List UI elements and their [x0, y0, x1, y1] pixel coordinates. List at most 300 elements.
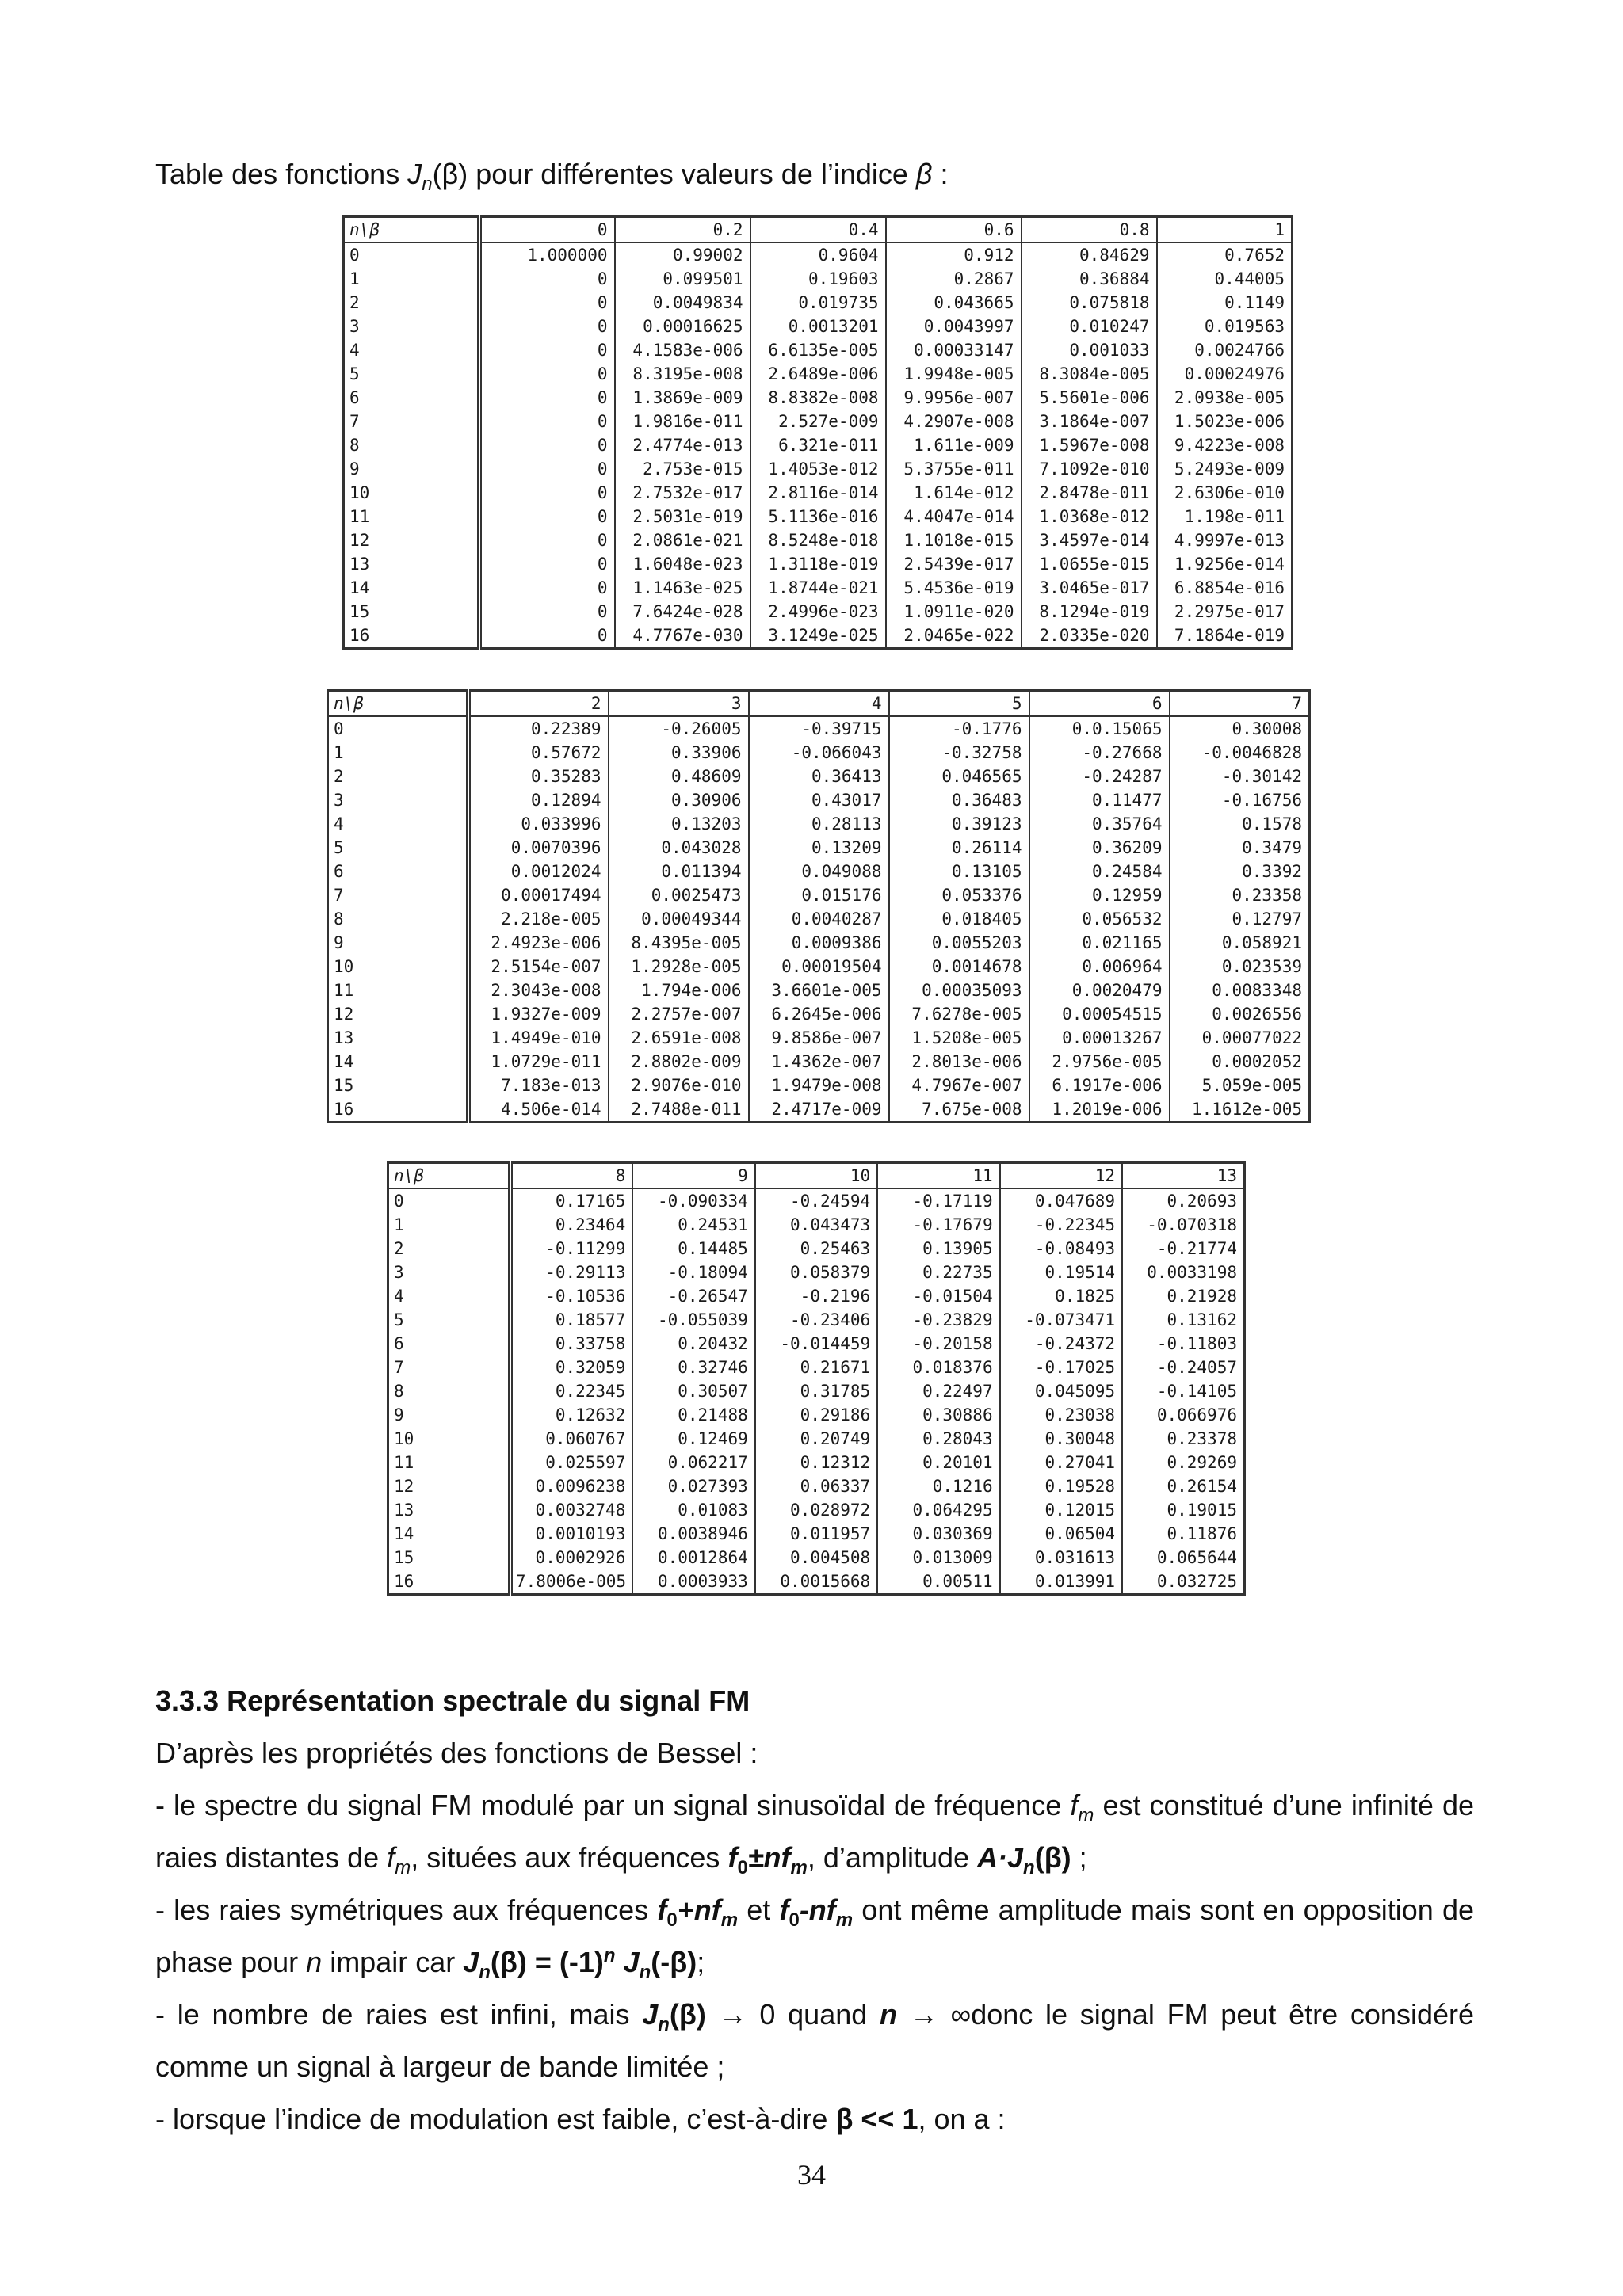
bessel-value-cell: 0	[479, 267, 615, 291]
bessel-value-cell: 2.753e-015	[615, 457, 750, 481]
bessel-value-cell: 0.23358	[1170, 883, 1310, 907]
bessel-value-cell: -0.22345	[1000, 1213, 1122, 1237]
bessel-value-cell: 0.0096238	[510, 1474, 632, 1498]
bessel-value-cell: 4.2907e-008	[886, 410, 1022, 433]
bessel-value-cell: 2.6591e-008	[609, 1026, 749, 1050]
paragraph-symmetry: - les raies symétriques aux fréquences $f_0+nf_m$ et $f_0-nf_m$ ont même amplitude mais sont en opposition de phase pour n impair car $J_n(\beta) = (-1)^n$ $J_n(-\beta)$;	[155, 1894, 1474, 1984]
table-row	[388, 1522, 1245, 1546]
bessel-value-cell: 1.2928e-005	[609, 955, 749, 978]
bessel-value-cell: -0.32758	[889, 741, 1029, 765]
row-index-n: 0	[328, 716, 468, 741]
table-row	[388, 1569, 1245, 1595]
bessel-value-cell: 0.01083	[632, 1498, 754, 1522]
bessel-value-cell: 6.6135e-005	[750, 338, 886, 362]
row-index-n: 1	[344, 267, 479, 291]
bessel-value-cell: 0.22345	[510, 1379, 632, 1403]
table-row	[344, 528, 1293, 552]
column-header-beta: 11	[877, 1163, 999, 1189]
bessel-value-cell: 1.3869e-009	[615, 386, 750, 410]
bessel-value-cell: 5.4536e-019	[886, 576, 1022, 600]
bessel-value-cell: 0.30906	[609, 788, 749, 812]
bessel-value-cell: 0.00511	[877, 1569, 999, 1595]
bessel-value-cell: 1.611e-009	[886, 433, 1022, 457]
bessel-value-cell: 5.1136e-016	[750, 505, 886, 528]
bessel-value-cell: 2.527e-009	[750, 410, 886, 433]
table-row	[344, 481, 1293, 505]
row-index-n: 4	[328, 812, 468, 836]
table-row	[344, 552, 1293, 576]
bessel-value-cell: 0.28043	[877, 1427, 999, 1451]
bessel-value-cell: 0.00016625	[615, 315, 750, 338]
bessel-value-cell: 2.5031e-019	[615, 505, 750, 528]
row-index-n: 13	[344, 552, 479, 576]
bessel-value-cell: 0.2867	[886, 267, 1022, 291]
column-header-beta: 0	[479, 217, 615, 243]
bessel-value-cell: 4.4047e-014	[886, 505, 1022, 528]
bessel-value-cell: 6.2645e-006	[749, 1002, 889, 1026]
bessel-value-cell: 2.4774e-013	[615, 433, 750, 457]
row-index-n: 0	[388, 1188, 510, 1213]
table-row	[328, 978, 1310, 1002]
bessel-value-cell: 0.00049344	[609, 907, 749, 931]
bessel-value-cell: 0.23378	[1122, 1427, 1244, 1451]
bessel-value-cell: 0.0014678	[889, 955, 1029, 978]
bessel-value-cell: 2.0465e-022	[886, 624, 1022, 649]
bessel-value-cell: 0.015176	[749, 883, 889, 907]
column-header-n-beta: n\β	[344, 217, 479, 243]
bessel-value-cell: 1.9327e-009	[468, 1002, 609, 1026]
bessel-value-cell: 0.12797	[1170, 907, 1310, 931]
bessel-value-cell: 1.4053e-012	[750, 457, 886, 481]
row-index-n: 12	[328, 1002, 468, 1026]
column-header-beta: 8	[510, 1163, 632, 1189]
table-row	[344, 242, 1293, 267]
bessel-value-cell: 0.20693	[1122, 1188, 1244, 1213]
column-header-beta: 9	[632, 1163, 754, 1189]
bessel-value-cell: 0.00013267	[1029, 1026, 1170, 1050]
bessel-value-cell: 0.23038	[1000, 1403, 1122, 1427]
bessel-value-cell: 0.48609	[609, 765, 749, 788]
bessel-value-cell: 1.9479e-008	[749, 1074, 889, 1097]
bessel-value-cell: 0.00077022	[1170, 1026, 1310, 1050]
bessel-value-cell: 1.9256e-014	[1157, 552, 1293, 576]
table-row	[344, 291, 1293, 315]
bessel-value-cell: 0.0020479	[1029, 978, 1170, 1002]
bessel-value-cell: 0.0012864	[632, 1546, 754, 1569]
bessel-value-cell: 0.11477	[1029, 788, 1170, 812]
column-header-beta: 0.8	[1022, 217, 1157, 243]
bessel-value-cell: 2.0335e-020	[1022, 624, 1157, 649]
bessel-value-cell: 2.5439e-017	[886, 552, 1022, 576]
bessel-value-cell: 2.0938e-005	[1157, 386, 1293, 410]
bessel-value-cell: 1.2019e-006	[1029, 1097, 1170, 1123]
row-index-n: 6	[328, 860, 468, 883]
bessel-value-cell: 0.056532	[1029, 907, 1170, 931]
bessel-value-cell: 0	[479, 576, 615, 600]
bessel-value-cell: 0.0.15065	[1029, 716, 1170, 741]
bessel-value-cell: 0.0038946	[632, 1522, 754, 1546]
bessel-value-cell: 8.3195e-008	[615, 362, 750, 386]
bessel-value-cell: 0.0025473	[609, 883, 749, 907]
bessel-value-cell: 1.4362e-007	[749, 1050, 889, 1074]
bessel-value-cell: -0.14105	[1122, 1379, 1244, 1403]
table-row	[388, 1403, 1245, 1427]
table-row	[328, 741, 1310, 765]
table-row	[328, 955, 1310, 978]
bessel-value-cell: 0.066976	[1122, 1403, 1244, 1427]
bessel-value-cell: 0.43017	[749, 788, 889, 812]
bessel-value-cell: 0.065644	[1122, 1546, 1244, 1569]
bessel-value-cell: 0.018376	[877, 1356, 999, 1379]
table-row	[328, 931, 1310, 955]
bessel-value-cell: 0.22735	[877, 1261, 999, 1284]
table-row	[328, 907, 1310, 931]
bessel-value-cell: 0.12469	[632, 1427, 754, 1451]
table-row	[344, 576, 1293, 600]
row-index-n: 13	[388, 1498, 510, 1522]
bessel-value-cell: 0	[479, 291, 615, 315]
paragraph-infinite: - le nombre de raies est infini, mais $J_n(\beta) \to 0$ quand n → ∞donc le signal FM peut être considéré comme un signal à largeur de bande limitée ;	[155, 1998, 1475, 2083]
bessel-value-cell: 0.84629	[1022, 242, 1157, 267]
table-row	[328, 860, 1310, 883]
bessel-value-cell: 0.30008	[1170, 716, 1310, 741]
bessel-value-cell: 0.35764	[1029, 812, 1170, 836]
bessel-value-cell: 0.21928	[1122, 1284, 1244, 1308]
bessel-value-cell: 0.00054515	[1029, 1002, 1170, 1026]
row-index-n: 5	[388, 1308, 510, 1332]
column-header-beta: 0.6	[886, 217, 1022, 243]
bessel-value-cell: 0.0026556	[1170, 1002, 1310, 1026]
bessel-value-cell: 0	[479, 457, 615, 481]
bessel-value-cell: 7.1092e-010	[1022, 457, 1157, 481]
row-index-n: 3	[328, 788, 468, 812]
row-index-n: 10	[328, 955, 468, 978]
bessel-value-cell: 0.12015	[1000, 1498, 1122, 1522]
table-row	[328, 716, 1310, 741]
bessel-value-cell: 0.060767	[510, 1427, 632, 1451]
bessel-value-cell: 1.4949e-010	[468, 1026, 609, 1050]
bessel-value-cell: 2.4717e-009	[749, 1097, 889, 1123]
bessel-value-cell: 3.1249e-025	[750, 624, 886, 649]
bessel-value-cell: 0.25463	[755, 1237, 877, 1261]
bessel-value-cell: -0.17025	[1000, 1356, 1122, 1379]
row-index-n: 9	[344, 457, 479, 481]
bessel-value-cell: 0.12894	[468, 788, 609, 812]
column-header-beta: 5	[889, 691, 1029, 717]
bessel-value-cell: 2.8802e-009	[609, 1050, 749, 1074]
row-index-n: 11	[344, 505, 479, 528]
table-row	[328, 1097, 1310, 1123]
bessel-value-cell: -0.090334	[632, 1188, 754, 1213]
table-row	[328, 1026, 1310, 1050]
bessel-value-cell: 7.8006e-005	[510, 1569, 632, 1595]
bessel-value-cell: 0	[479, 362, 615, 386]
bessel-value-cell: 0.13203	[609, 812, 749, 836]
bessel-value-cell: 0.0083348	[1170, 978, 1310, 1002]
bessel-value-cell: 3.0465e-017	[1022, 576, 1157, 600]
bessel-value-cell: 0.18577	[510, 1308, 632, 1332]
bessel-value-cell: 0.33758	[510, 1332, 632, 1356]
bessel-value-cell: 5.059e-005	[1170, 1074, 1310, 1097]
bessel-value-cell: -0.30142	[1170, 765, 1310, 788]
bessel-value-cell: 0.00033147	[886, 338, 1022, 362]
bessel-value-cell: 0.099501	[615, 267, 750, 291]
table-row	[344, 433, 1293, 457]
bessel-value-cell: 0.1578	[1170, 812, 1310, 836]
bessel-value-cell: -0.16756	[1170, 788, 1310, 812]
bessel-value-cell: 0.32059	[510, 1356, 632, 1379]
bessel-value-cell: 0.025597	[510, 1451, 632, 1474]
bessel-value-cell: 0.053376	[889, 883, 1029, 907]
bessel-value-cell: 9.8586e-007	[749, 1026, 889, 1050]
bessel-value-cell: 2.218e-005	[468, 907, 609, 931]
bessel-value-cell: 0.046565	[889, 765, 1029, 788]
bessel-value-cell: -0.01504	[877, 1284, 999, 1308]
bessel-value-cell: 0.39123	[889, 812, 1029, 836]
table-row	[328, 836, 1310, 860]
bessel-value-cell: 1.6048e-023	[615, 552, 750, 576]
table-row	[388, 1261, 1245, 1284]
table-row	[328, 1074, 1310, 1097]
bessel-value-cell: 0.9604	[750, 242, 886, 267]
bessel-value-cell: 0.1149	[1157, 291, 1293, 315]
bessel-value-cell: 7.6278e-005	[889, 1002, 1029, 1026]
bessel-value-cell: 3.4597e-014	[1022, 528, 1157, 552]
bessel-value-cell: 0.30886	[877, 1403, 999, 1427]
bessel-value-cell: 2.5154e-007	[468, 955, 609, 978]
bessel-value-cell: 0	[479, 552, 615, 576]
bessel-value-cell: 3.1864e-007	[1022, 410, 1157, 433]
bessel-value-cell: 1.5208e-005	[889, 1026, 1029, 1050]
row-index-n: 2	[388, 1237, 510, 1261]
bessel-value-cell: 0.11876	[1122, 1522, 1244, 1546]
bessel-value-cell: 0.36884	[1022, 267, 1157, 291]
bessel-value-cell: -0.073471	[1000, 1308, 1122, 1332]
bessel-value-cell: 0.19514	[1000, 1261, 1122, 1284]
bessel-value-cell: 1.8744e-021	[750, 576, 886, 600]
row-index-n: 2	[344, 291, 479, 315]
bessel-value-cell: 0.0024766	[1157, 338, 1293, 362]
table-row	[388, 1474, 1245, 1498]
bessel-value-cell: 0.12632	[510, 1403, 632, 1427]
row-index-n: 4	[388, 1284, 510, 1308]
bessel-value-cell: 0.12959	[1029, 883, 1170, 907]
bessel-value-cell: -0.18094	[632, 1261, 754, 1284]
bessel-value-cell: 0.0033198	[1122, 1261, 1244, 1284]
column-header-beta: 0.2	[615, 217, 750, 243]
bessel-value-cell: 0.019735	[750, 291, 886, 315]
bessel-value-cell: 0.011394	[609, 860, 749, 883]
column-header-beta: 2	[468, 691, 609, 717]
bessel-value-cell: 0	[479, 433, 615, 457]
bessel-value-cell: 2.8478e-011	[1022, 481, 1157, 505]
bessel-value-cell: 0.3479	[1170, 836, 1310, 860]
bessel-value-cell: 5.3755e-011	[886, 457, 1022, 481]
bessel-value-cell: 2.9756e-005	[1029, 1050, 1170, 1074]
bessel-value-cell: 0.0012024	[468, 860, 609, 883]
paragraph-intro: D’après les propriétés des fonctions de Bessel :	[155, 1737, 758, 1769]
table-row	[344, 505, 1293, 528]
row-index-n: 8	[388, 1379, 510, 1403]
bessel-value-cell: -0.066043	[749, 741, 889, 765]
table-row	[388, 1379, 1245, 1403]
bessel-value-cell: 4.9997e-013	[1157, 528, 1293, 552]
bessel-value-cell: 0.019563	[1157, 315, 1293, 338]
bessel-value-cell: 1.5967e-008	[1022, 433, 1157, 457]
bessel-value-cell: 0.062217	[632, 1451, 754, 1474]
bessel-value-cell: 0.13209	[749, 836, 889, 860]
bessel-value-cell: 0.018405	[889, 907, 1029, 931]
bessel-value-cell: 5.5601e-006	[1022, 386, 1157, 410]
bessel-value-cell: 0.28113	[749, 812, 889, 836]
row-index-n: 11	[328, 978, 468, 1002]
row-index-n: 3	[344, 315, 479, 338]
bessel-value-cell: -0.17119	[877, 1188, 999, 1213]
bessel-value-cell: -0.23406	[755, 1308, 877, 1332]
row-index-n: 8	[328, 907, 468, 931]
bessel-value-cell: -0.0046828	[1170, 741, 1310, 765]
column-header-beta: 4	[749, 691, 889, 717]
bessel-value-cell: 0.058921	[1170, 931, 1310, 955]
bessel-table-1	[342, 215, 1293, 650]
bessel-value-cell: 1.9816e-011	[615, 410, 750, 433]
bessel-value-cell: 0.29186	[755, 1403, 877, 1427]
bessel-value-cell: 1.614e-012	[886, 481, 1022, 505]
bessel-value-cell: 0.57672	[468, 741, 609, 765]
row-index-n: 7	[388, 1356, 510, 1379]
table-row	[388, 1308, 1245, 1332]
bessel-value-cell: 0.00035093	[889, 978, 1029, 1002]
bessel-value-cell: 0	[479, 624, 615, 649]
bessel-value-cell: 0.001033	[1022, 338, 1157, 362]
bessel-value-cell: 0.011957	[755, 1522, 877, 1546]
bessel-value-cell: 3.6601e-005	[749, 978, 889, 1002]
bessel-value-cell: -0.055039	[632, 1308, 754, 1332]
table-intro: Table des fonctions $J_n(\beta)$ pour différentes valeurs de l’indice β :	[155, 158, 949, 196]
row-index-n: 14	[388, 1522, 510, 1546]
bessel-value-cell: 0.023539	[1170, 955, 1310, 978]
bessel-value-cell: 0.31785	[755, 1379, 877, 1403]
row-index-n: 1	[328, 741, 468, 765]
column-header-beta: 12	[1000, 1163, 1122, 1189]
bessel-value-cell: 0.24584	[1029, 860, 1170, 883]
bessel-value-cell: 0.26114	[889, 836, 1029, 860]
bessel-value-cell: 0.3392	[1170, 860, 1310, 883]
bessel-value-cell: 9.9956e-007	[886, 386, 1022, 410]
bessel-value-cell: 0	[479, 528, 615, 552]
bessel-value-cell: 0.20432	[632, 1332, 754, 1356]
bessel-value-cell: 2.2757e-007	[609, 1002, 749, 1026]
bessel-value-cell: 0.12312	[755, 1451, 877, 1474]
bessel-value-cell: 2.0861e-021	[615, 528, 750, 552]
bessel-value-cell: 0.19528	[1000, 1474, 1122, 1498]
bessel-value-cell: 0.35283	[468, 765, 609, 788]
bessel-value-cell: 0	[479, 338, 615, 362]
row-index-n: 16	[328, 1097, 468, 1123]
table-row	[328, 812, 1310, 836]
bessel-value-cell: -0.24594	[755, 1188, 877, 1213]
bessel-value-cell: 0.0013201	[750, 315, 886, 338]
bessel-value-cell: 0.26154	[1122, 1474, 1244, 1498]
bessel-value-cell: 0.0002926	[510, 1546, 632, 1569]
bessel-value-cell: -0.11803	[1122, 1332, 1244, 1356]
bessel-value-cell: 0.00019504	[749, 955, 889, 978]
bessel-value-cell: 0.013009	[877, 1546, 999, 1569]
bessel-value-cell: 0.20101	[877, 1451, 999, 1474]
section-heading: 3.3.3 Représentation spectrale du signal FM	[155, 1684, 750, 1717]
bessel-value-cell: 0.047689	[1000, 1188, 1122, 1213]
bessel-value-cell: -0.29113	[510, 1261, 632, 1284]
section-body	[155, 1727, 1474, 2145]
bessel-value-cell: 0.0002052	[1170, 1050, 1310, 1074]
bessel-value-cell: 0.99002	[615, 242, 750, 267]
bessel-value-cell: 1.794e-006	[609, 978, 749, 1002]
bessel-value-cell: -0.21774	[1122, 1237, 1244, 1261]
row-index-n: 9	[328, 931, 468, 955]
bessel-value-cell: -0.20158	[877, 1332, 999, 1356]
bessel-value-cell: 0.058379	[755, 1261, 877, 1284]
bessel-value-cell: 0.06337	[755, 1474, 877, 1498]
bessel-value-cell: 0.14485	[632, 1237, 754, 1261]
bessel-value-cell: -0.24372	[1000, 1332, 1122, 1356]
bessel-value-cell: 0.27041	[1000, 1451, 1122, 1474]
table-header-row	[388, 1163, 1245, 1189]
bessel-value-cell: 0.0049834	[615, 291, 750, 315]
bessel-value-cell: 0.13105	[889, 860, 1029, 883]
bessel-value-cell: 0.0010193	[510, 1522, 632, 1546]
bessel-value-cell: 8.3084e-005	[1022, 362, 1157, 386]
bessel-value-cell: 0.1216	[877, 1474, 999, 1498]
bessel-value-cell: 1.1018e-015	[886, 528, 1022, 552]
bessel-value-cell: 0.912	[886, 242, 1022, 267]
row-index-n: 2	[328, 765, 468, 788]
bessel-value-cell: 0	[479, 481, 615, 505]
bessel-value-cell: 0.32746	[632, 1356, 754, 1379]
bessel-value-cell: 0	[479, 386, 615, 410]
bessel-value-cell: 0.010247	[1022, 315, 1157, 338]
bessel-value-cell: 2.8013e-006	[889, 1050, 1029, 1074]
bessel-value-cell: 7.675e-008	[889, 1097, 1029, 1123]
row-index-n: 1	[388, 1213, 510, 1237]
bessel-value-cell: -0.23829	[877, 1308, 999, 1332]
paragraph-small-index: - lorsque l’indice de modulation est faible, c’est-à-dire β << 1, on a :	[155, 2103, 1006, 2135]
row-index-n: 5	[328, 836, 468, 860]
bessel-value-cell: 0.36209	[1029, 836, 1170, 860]
paragraph-spectrum: - le spectre du signal FM modulé par un signal sinusoïdal de fréquence $f_m$ est constitué d’une infinité de raies distantes de $f_m$, situées aux fréquences $f_0\pm nf_m$, d’amplitude $A\cdot J_n(\beta)$ ;	[155, 1789, 1474, 1879]
bessel-value-cell: 0.0055203	[889, 931, 1029, 955]
table-row	[388, 1546, 1245, 1569]
bessel-value-cell: -0.11299	[510, 1237, 632, 1261]
bessel-value-cell: 0.30507	[632, 1379, 754, 1403]
bessel-table-3	[387, 1161, 1246, 1596]
row-index-n: 14	[344, 576, 479, 600]
bessel-value-cell: 8.8382e-008	[750, 386, 886, 410]
bessel-value-cell: -0.1776	[889, 716, 1029, 741]
bessel-value-cell: 0.29269	[1122, 1451, 1244, 1474]
bessel-value-cell: 7.1864e-019	[1157, 624, 1293, 649]
bessel-value-cell: -0.10536	[510, 1284, 632, 1308]
bessel-value-cell: -0.08493	[1000, 1237, 1122, 1261]
bessel-value-cell: 6.321e-011	[750, 433, 886, 457]
bessel-value-cell: 0.031613	[1000, 1546, 1122, 1569]
bessel-value-cell: 0.1825	[1000, 1284, 1122, 1308]
bessel-value-cell: 0.23464	[510, 1213, 632, 1237]
bessel-value-cell: 1.9948e-005	[886, 362, 1022, 386]
bessel-value-cell: 2.7532e-017	[615, 481, 750, 505]
bessel-value-cell: 0.17165	[510, 1188, 632, 1213]
bessel-value-cell: 0.22497	[877, 1379, 999, 1403]
table-header-row	[344, 217, 1293, 243]
